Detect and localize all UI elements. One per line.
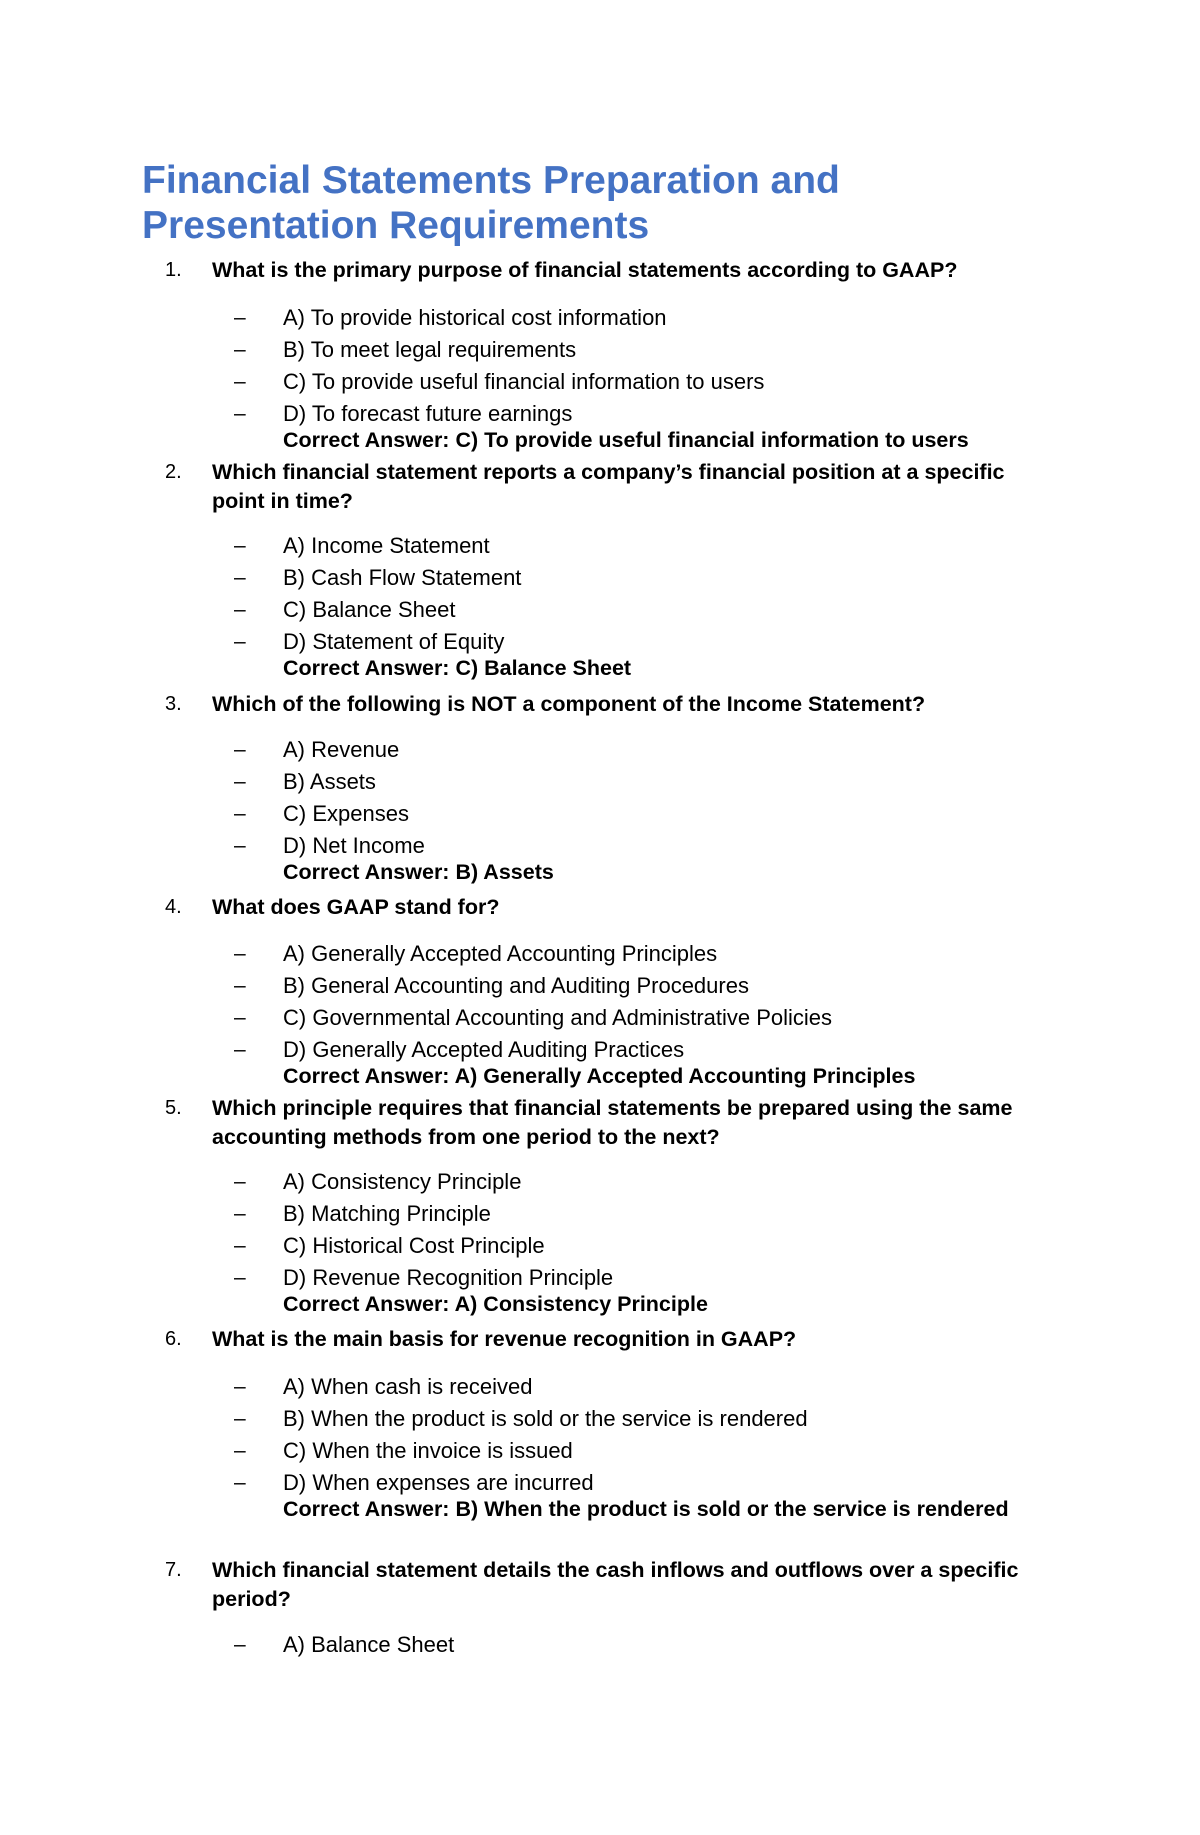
answer-option [0,302,1200,334]
correct-answer: Correct Answer: B) When the product is sold or the service is rendered [283,1497,1009,1521]
answer-option [0,734,1200,766]
option-text: D) Net Income [283,833,425,858]
dash-bullet-icon: – [234,630,246,653]
dash-bullet-icon: – [234,1038,246,1061]
answer-option [0,798,1200,830]
option-text: B) To meet legal requirements [283,337,577,362]
answer-option [0,1198,1200,1230]
answer-option [0,1435,1200,1467]
answer-option [0,334,1200,366]
dash-bullet-icon: – [234,566,246,589]
document-title: Financial Statements Preparation and Presentation Requirements [142,159,840,247]
option-text: C) Governmental Accounting and Administrative Policies [283,1005,833,1030]
dash-bullet-icon: – [234,1439,246,1462]
dash-bullet-icon: – [234,1170,246,1193]
question-text: What is the primary purpose of financial statements according to GAAP? [212,258,958,282]
dash-bullet-icon: – [234,338,246,361]
dash-bullet-icon: – [234,1266,246,1289]
option-text: A) Income Statement [283,533,490,558]
correct-answer: Correct Answer: C) Balance Sheet [283,656,632,680]
dash-bullet-icon: – [234,1633,246,1656]
question-text: Which financial statement reports a company’s financial position at a specific point in time? [212,460,1005,513]
question-number: 3. [165,693,182,715]
dash-bullet-icon: – [234,1407,246,1430]
dash-bullet-icon: – [234,802,246,825]
option-text: A) Consistency Principle [283,1169,522,1194]
correct-answer: Correct Answer: A) Generally Accepted Accounting Principles [283,1064,916,1088]
question-number: 2. [165,461,182,483]
option-text: D) To forecast future earnings [283,401,573,426]
option-text: C) Balance Sheet [283,597,456,622]
option-text: A) Balance Sheet [283,1632,455,1657]
answer-option [0,766,1200,798]
option-text: B) When the product is sold or the service is rendered [283,1406,808,1431]
dash-bullet-icon: – [234,1375,246,1398]
answer-option [0,562,1200,594]
question-text: What is the main basis for revenue recognition in GAAP? [212,1327,797,1351]
correct-answer: Correct Answer: C) To provide useful financial information to users [283,428,969,452]
dash-bullet-icon: – [234,974,246,997]
dash-bullet-icon: – [234,834,246,857]
answer-option [0,594,1200,626]
option-text: A) Generally Accepted Accounting Principles [283,941,718,966]
answer-option [0,1629,1200,1661]
question-text: Which principle requires that financial statements be prepared using the same accounting methods from one period to the next? [212,1096,1013,1149]
dash-bullet-icon: – [234,402,246,425]
option-text: C) When the invoice is issued [283,1438,573,1463]
option-text: C) To provide useful financial information to users [283,369,765,394]
option-text: D) Statement of Equity [283,629,505,654]
option-text: D) When expenses are incurred [283,1470,594,1495]
correct-answer: Correct Answer: B) Assets [283,860,554,884]
dash-bullet-icon: – [234,598,246,621]
answer-option [0,1403,1200,1435]
dash-bullet-icon: – [234,1202,246,1225]
dash-bullet-icon: – [234,942,246,965]
option-text: B) General Accounting and Auditing Procedures [283,973,749,998]
answer-option [0,366,1200,398]
dash-bullet-icon: – [234,306,246,329]
option-text: D) Generally Accepted Auditing Practices [283,1037,685,1062]
answer-option [0,1230,1200,1262]
answer-option [0,1371,1200,1403]
option-text: B) Assets [283,769,376,794]
option-text: C) Expenses [283,801,409,826]
option-text: A) Revenue [283,737,400,762]
correct-answer: Correct Answer: A) Consistency Principle [283,1292,708,1316]
dash-bullet-icon: – [234,1006,246,1029]
option-text: D) Revenue Recognition Principle [283,1265,614,1290]
question-number: 5. [165,1097,182,1119]
dash-bullet-icon: – [234,534,246,557]
question-text: What does GAAP stand for? [212,895,500,919]
question-text: Which of the following is NOT a component of the Income Statement? [212,692,926,716]
question-number: 4. [165,896,182,918]
dash-bullet-icon: – [234,1234,246,1257]
answer-option [0,938,1200,970]
question-number: 1. [165,259,182,281]
option-text: B) Cash Flow Statement [283,565,522,590]
dash-bullet-icon: – [234,370,246,393]
option-text: C) Historical Cost Principle [283,1233,545,1258]
question-number: 7. [165,1559,182,1581]
dash-bullet-icon: – [234,738,246,761]
answer-option [0,530,1200,562]
dash-bullet-icon: – [234,770,246,793]
option-text: B) Matching Principle [283,1201,491,1226]
option-text: A) To provide historical cost information [283,305,667,330]
answer-option [0,970,1200,1002]
dash-bullet-icon: – [234,1471,246,1494]
answer-option [0,1166,1200,1198]
option-text: A) When cash is received [283,1374,533,1399]
question-number: 6. [165,1328,182,1350]
question-text: Which financial statement details the cash inflows and outflows over a specific period? [212,1558,1019,1611]
answer-option [0,1002,1200,1034]
